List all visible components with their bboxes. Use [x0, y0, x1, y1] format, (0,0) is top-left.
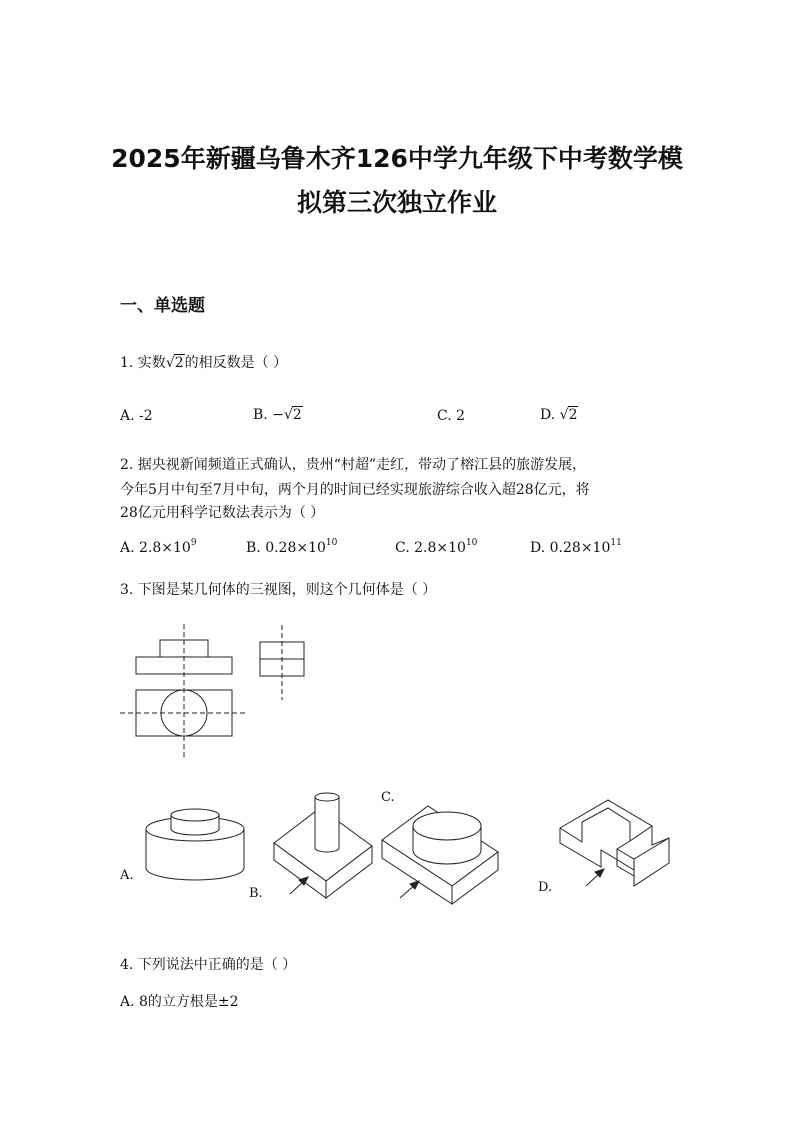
q2-option-d-exp: 11 [610, 538, 622, 548]
q1-option-c: C. 2 [437, 408, 466, 424]
q2-option-c-exp: 10 [465, 538, 478, 548]
doc-title-line2: 拟第三次独立作业 [296, 188, 497, 217]
q2-option-b-label: B. [246, 540, 261, 556]
q2-option-b [246, 540, 337, 556]
q2-option-d-base: 0.28×10 [549, 540, 611, 556]
top-view-rect [136, 690, 232, 736]
q2-option-d [530, 540, 622, 556]
q3-option-d-label: D. [538, 880, 553, 895]
q1-option-b-sqrt: √2 [283, 407, 302, 423]
q2-option-a [120, 540, 197, 556]
top-view-circle [161, 690, 207, 736]
q1-option-b [253, 406, 303, 423]
q2-line2: 今年5月中旬至7月中旬，两个月的时间已经实现旅游综合收入超28亿元，将 [120, 482, 590, 498]
q2-line1: 2. 据央视新闻频道正式确认，贵州“村超”走红，带动了榕江县的旅游发展， [120, 457, 587, 473]
q3-option-b-figure [274, 793, 372, 898]
q2-option-b-exp: 10 [325, 538, 338, 548]
q4-stem: 4. 下列说法中正确的是（ ） [120, 957, 297, 973]
q4-option-a: A. 8的立方根是±2 [120, 994, 239, 1010]
q3-option-d-figure [560, 800, 669, 886]
q2-option-a-exp: 9 [190, 538, 197, 548]
front-view-top-block [160, 640, 208, 657]
doc-title-line1: 2025年新疆乌鲁木齐126中学九年级下中考数学模 [111, 144, 683, 173]
q2-option-c-base: 2.8×10 [414, 540, 466, 556]
q1-option-b-label: B. [253, 407, 268, 423]
q1-prefix: 1. 实数 [120, 355, 166, 371]
q1-sqrt: √2 [165, 355, 184, 371]
q1-option-d-radicand: 2 [568, 407, 578, 423]
q3-option-a-label: A. [120, 868, 134, 883]
q2-option-b-base: 0.28×10 [265, 540, 326, 556]
q3-option-b-label: B. [249, 886, 263, 901]
q1-suffix: 的相反数是（ ） [184, 355, 288, 371]
q2-line3: 28亿元用科学记数法表示为（ ） [120, 505, 325, 521]
front-view-base [136, 657, 232, 674]
q1-option-d-sqrt: √2 [559, 407, 578, 423]
q2-option-c [395, 540, 477, 556]
q1-option-b-sign: − [272, 407, 284, 423]
q1-option-d-label: D. [540, 407, 556, 423]
q1-option-b-radicand: 2 [292, 407, 302, 423]
q1-option-d [540, 406, 578, 423]
q3-option-a-figure [146, 809, 244, 880]
q3-stem: 3. 下图是某几何体的三视图，则这个几何体是（ ） [120, 582, 437, 598]
side-view-rect [260, 642, 304, 676]
q3-option-c-label: C. [381, 790, 395, 805]
q2-option-a-base: 2.8×10 [139, 540, 191, 556]
q2-option-c-label: C. [395, 540, 410, 556]
q1-stem [120, 352, 287, 372]
q3-option-c-figure [382, 806, 498, 904]
section-heading: 一、单选题 [120, 296, 205, 316]
q2-option-a-label: A. [120, 540, 135, 556]
q1-radicand: 2 [174, 355, 184, 371]
q1-option-a: A. -2 [120, 408, 153, 424]
q2-option-d-label: D. [530, 540, 546, 556]
